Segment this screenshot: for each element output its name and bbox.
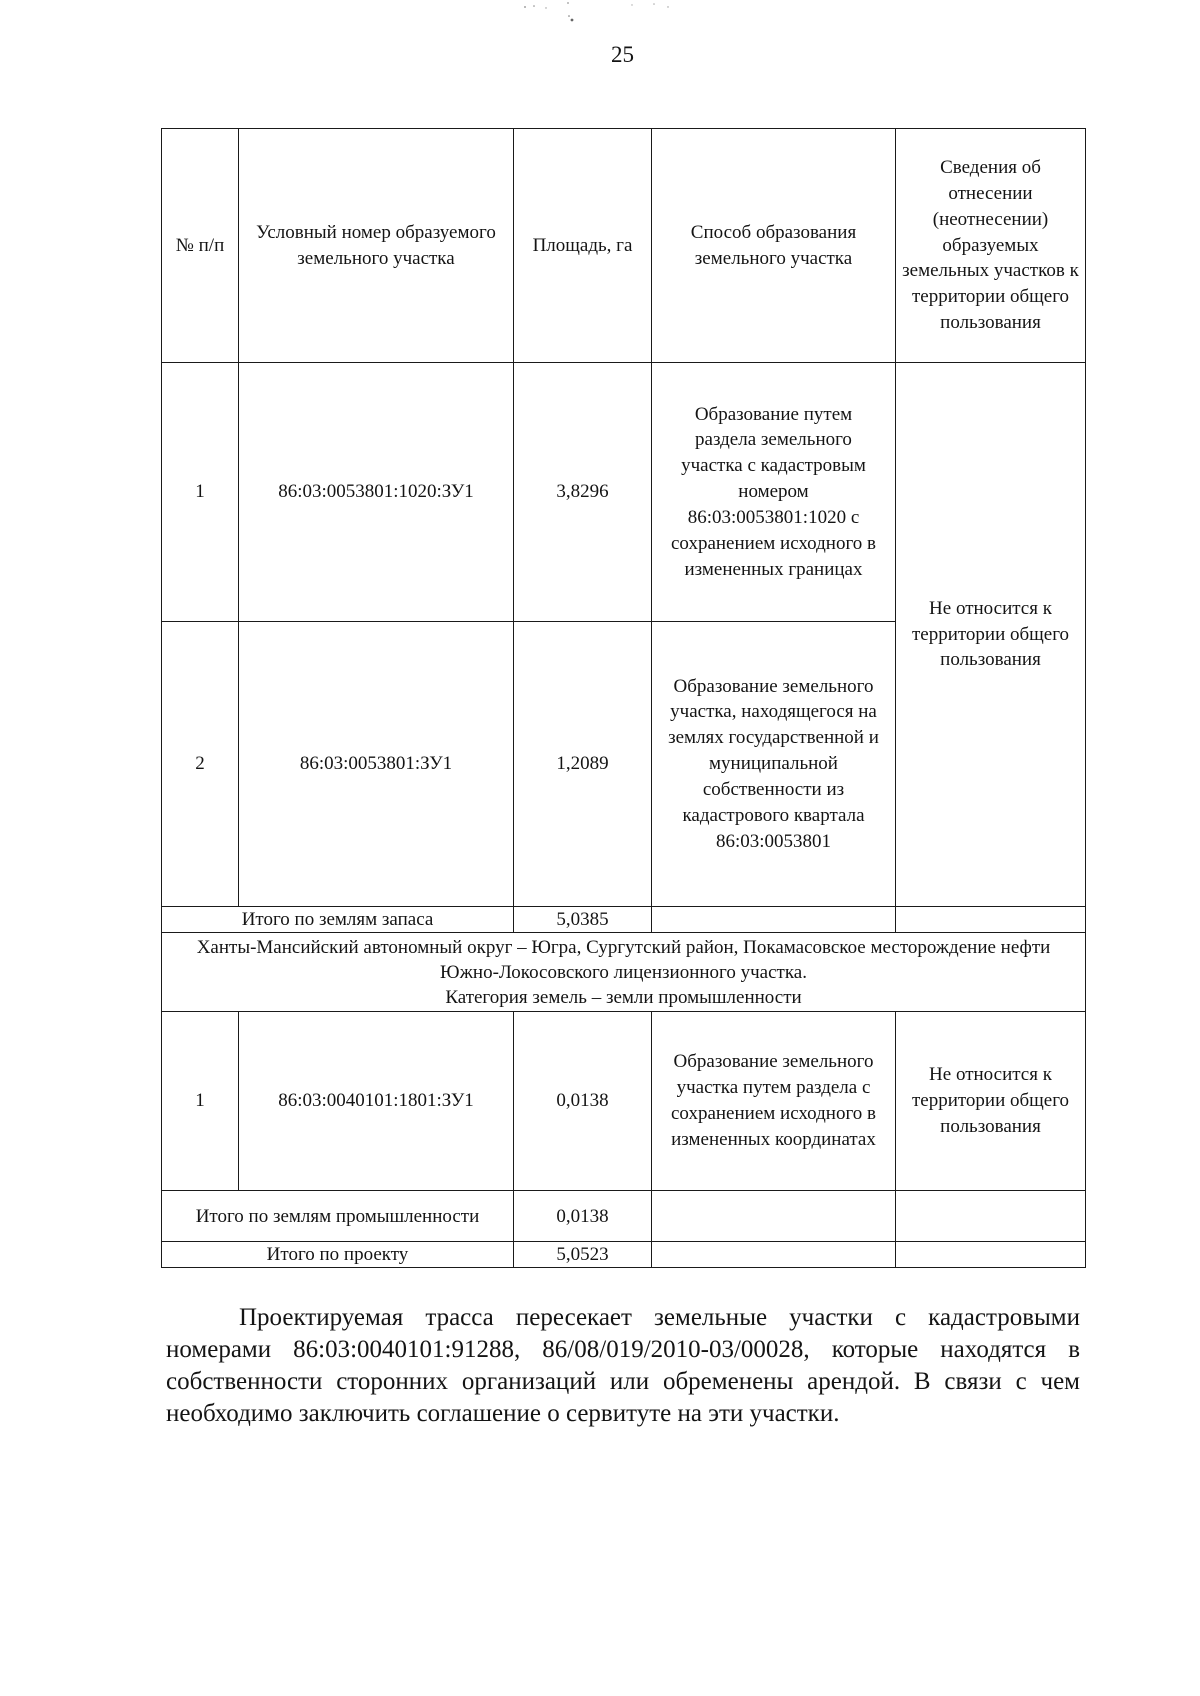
row-area: 0,0138 <box>514 1012 652 1191</box>
location-row <box>162 933 1086 1012</box>
row-cadastral: 86:03:0053801:1020:ЗУ1 <box>239 363 514 622</box>
header-num: № п/п <box>162 129 239 363</box>
header-public: Сведения об отнесении (неотнесении) образуемых земельных участков к территории общего пользования <box>896 129 1086 363</box>
header-area: Площадь, га <box>514 129 652 363</box>
scan-speck-marks <box>520 0 720 40</box>
header-cadastral: Условный номер образуемого земельного участка <box>239 129 514 363</box>
land-category: Категория земель – земли промышленности <box>445 986 802 1008</box>
row-num: 1 <box>162 1012 239 1191</box>
subtotal-industry-area: 0,0138 <box>514 1191 652 1242</box>
location-description: Ханты-Мансийский автономный округ – Югра, Сургутский район, Покамасовское месторождение нефти Южно-Локосовского лицензионного участка. <box>196 936 1051 983</box>
row-cadastral: 86:03:0053801:ЗУ1 <box>239 622 514 907</box>
row-area: 3,8296 <box>514 363 652 622</box>
row-method: Образование земельного участка, находящегося на землях государственной и муниципальной собственности из кадастрового квартала 86:03:0053801 <box>652 622 896 907</box>
row-area: 1,2089 <box>514 622 652 907</box>
table-header-row <box>162 129 1086 363</box>
empty-cell <box>652 1242 896 1268</box>
row-cadastral: 86:03:0040101:1801:ЗУ1 <box>239 1012 514 1191</box>
page-number: 25 <box>611 42 634 67</box>
subtotal-industry-label: Итого по землям промышленности <box>162 1191 514 1242</box>
row-num: 1 <box>162 363 239 622</box>
total-area: 5,0523 <box>514 1242 652 1268</box>
servitude-paragraph: Проектируемая трасса пересекает земельные участки с кадастровыми номерами 86:03:0040101:91288, 86/08/019/2010-03/00028, которые находятся в собственности сторонних организаций или обременены арендой. В связи с чем необходимо заключить соглашение о сервитуте на эти участки. <box>166 1304 1080 1427</box>
empty-cell <box>652 907 896 933</box>
subtotal-reserve-label: Итого по землям запаса <box>162 907 514 933</box>
table-row <box>162 1012 1086 1191</box>
subtotal-reserve-row <box>162 907 1086 933</box>
empty-cell <box>896 1242 1086 1268</box>
empty-cell <box>652 1191 896 1242</box>
row-public: Не относится к территории общего пользования <box>896 1012 1086 1191</box>
row-method: Образование путем раздела земельного участка с кадастровым номером 86:03:0053801:1020 с сохранением исходного в измененных границах <box>652 363 896 622</box>
land-plots-table <box>161 128 1086 1268</box>
total-row <box>162 1242 1086 1268</box>
table-row <box>162 363 1086 622</box>
total-label: Итого по проекту <box>162 1242 514 1268</box>
header-method: Способ образования земельного участка <box>652 129 896 363</box>
location-cell <box>162 933 1086 1012</box>
row-public: Не относится к территории общего пользования <box>896 363 1086 907</box>
empty-cell <box>896 907 1086 933</box>
row-method: Образование земельного участка путем раздела с сохранением исходного в измененных координатах <box>652 1012 896 1191</box>
row-num: 2 <box>162 622 239 907</box>
empty-cell <box>896 1191 1086 1242</box>
subtotal-industry-row <box>162 1191 1086 1242</box>
subtotal-reserve-area: 5,0385 <box>514 907 652 933</box>
